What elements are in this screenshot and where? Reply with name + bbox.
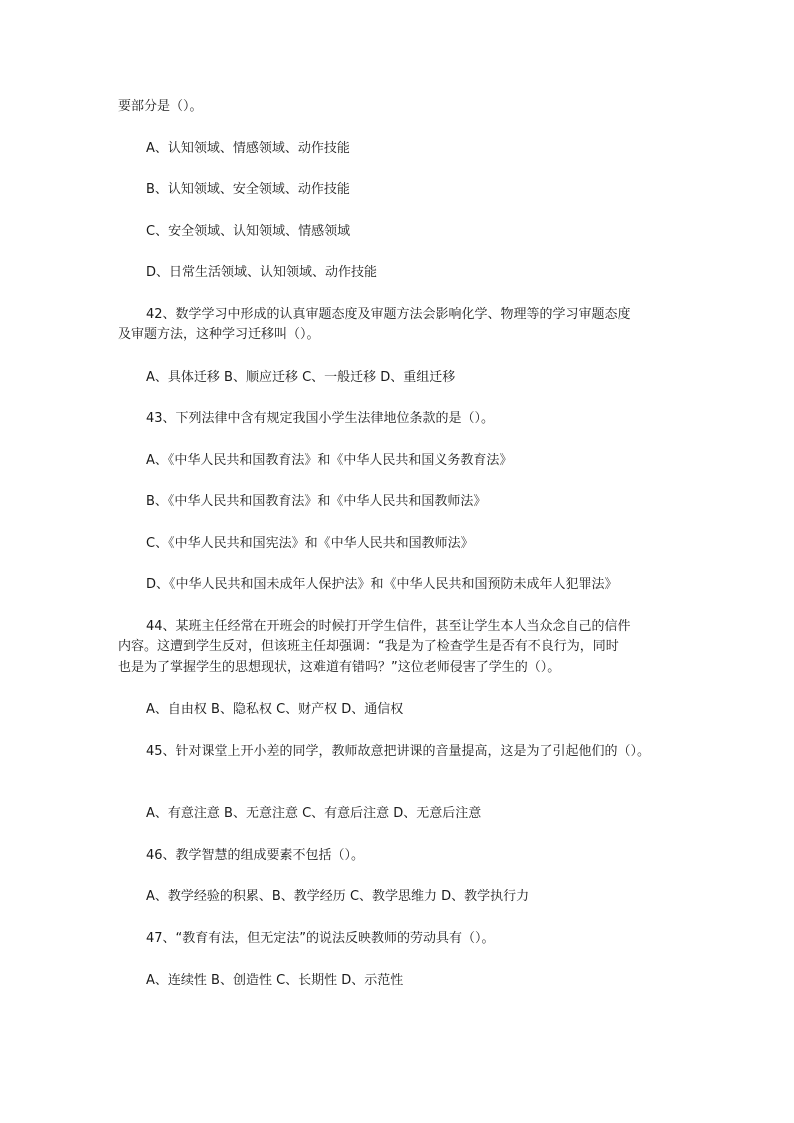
- question-43: 43、下列法律中含有规定我国小学生法律地位条款的是（）。: [146, 411, 495, 426]
- question-41-stem-tail: 要部分是（）。: [118, 99, 203, 114]
- q41-option-c: C、安全领域、认知领域、情感领域: [146, 224, 351, 239]
- question-44-line-3: 也是为了掌握学生的思想现状，这难道有错吗？”这位老师侵害了学生的（）。: [118, 660, 561, 675]
- q46-options: A、教学经验的积累、B、教学经历 C、教学思维力 D、教学执行力: [146, 889, 530, 904]
- q43-option-a: A、《中华人民共和国教育法》和《中华人民共和国义务教育法》: [146, 453, 513, 468]
- question-42-line-2: 及审题方法，这种学习迁移叫（）。: [118, 327, 320, 342]
- q43-option-c: C、《中华人民共和国宪法》和《中华人民共和国教师法》: [146, 536, 474, 551]
- q42-options: A、具体迁移 B、顺应迁移 C、一般迁移 D、重组迁移: [146, 370, 456, 385]
- q41-option-d: D、日常生活领域、认知领域、动作技能: [146, 265, 378, 280]
- question-44-line-2: 内容。这遭到学生反对，但该班主任却强调：“我是为了检查学生是否有不良行为，同时: [118, 639, 619, 654]
- question-44-line-1: 44、某班主任经常在开班会的时候打开学生信件，甚至让学生本人当众念自己的信件: [146, 619, 631, 634]
- question-42-line-1: 42、数学学习中形成的认真审题态度及审题方法会影响化学、物理等的学习审题态度: [146, 307, 631, 322]
- q44-options: A、自由权 B、隐私权 C、财产权 D、通信权: [146, 702, 404, 717]
- question-46: 46、教学智慧的组成要素不包括（）。: [146, 848, 365, 863]
- q43-option-b: B、《中华人民共和国教育法》和《中华人民共和国教师法》: [146, 494, 487, 509]
- q41-option-b: B、认知领域、安全领域、动作技能: [146, 182, 350, 197]
- q45-options: A、有意注意 B、无意注意 C、有意后注意 D、无意后注意: [146, 806, 482, 821]
- question-47: 47、“教育有法，但无定法”的说法反映教师的劳动具有（）。: [146, 931, 495, 946]
- q43-option-d: D、《中华人民共和国未成年人保护法》和《中华人民共和国预防未成年人犯罪法》: [146, 577, 618, 592]
- q41-option-a: A、认知领域、情感领域、动作技能: [146, 141, 350, 156]
- q47-options: A、连续性 B、创造性 C、长期性 D、示范性: [146, 973, 404, 988]
- question-45: 45、针对课堂上开小差的同学，教师故意把讲课的音量提高，这是为了引起他们的（）。: [146, 744, 651, 759]
